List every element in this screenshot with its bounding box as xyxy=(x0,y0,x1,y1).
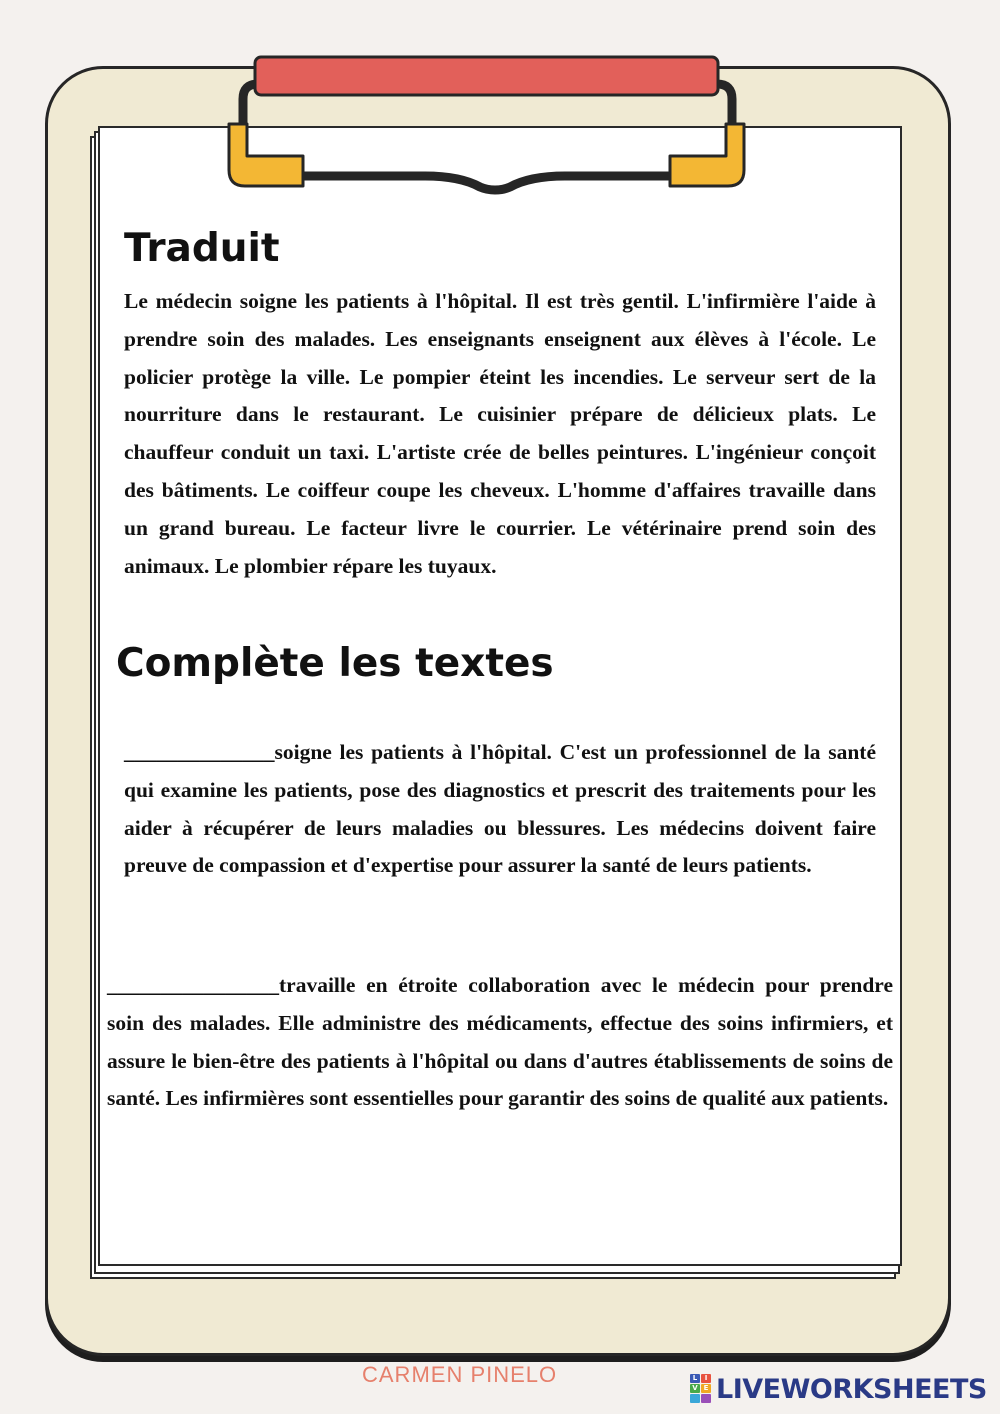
exercise-1-text: soigne les patients à l'hôpital. C'est un professionnel de la santé qui examine les patients, pose des diagnostics et prescrit des traitements pour les aider à récupérer de leurs maladies ou blessures. Les médecins doivent faire preuve de compassion et d'expertise pour assurer la santé de leurs patients. xyxy=(124,740,876,878)
clipboard-clip-icon xyxy=(225,54,750,204)
exercise-1-paragraph xyxy=(124,734,876,885)
liveworksheets-wordmark: LIVEWORKSHEETS xyxy=(716,1373,987,1405)
liveworksheets-logo-icon: L I V E xyxy=(690,1374,712,1404)
liveworksheets-brand xyxy=(690,1372,987,1406)
traduit-paragraph: Le médecin soigne les patients à l'hôpital. Il est très gentil. L'infirmière l'aide à prendre soin des malades. Les enseignants enseignent aux élèves à l'école. Le policier protège la ville. Le pompier éteint les incendies. Le serveur sert de la nourriture dans le restaurant. Le cuisinier prépare de délicieux plats. Le chauffeur conduit un taxi. L'artiste crée de belles peintures. L'ingénieur conçoit des bâtiments. Le coiffeur coupe les cheveux. L'homme d'affaires travaille dans un grand bureau. Le facteur livre le courrier. Le vétérinaire prend soin des animaux. Le plombier répare les tuyaux. xyxy=(124,289,876,578)
exercise-2-paragraph xyxy=(107,967,893,1118)
author-name: CARMEN PINELO xyxy=(362,1362,558,1387)
section-title-traduit: Traduit xyxy=(124,226,280,271)
section-title-complete: Complète les textes xyxy=(116,641,554,686)
exercise-2-blank[interactable]: ________________ xyxy=(107,973,279,997)
exercise-2-text: travaille en étroite collaboration avec le médecin pour prendre soin des malades. Elle administre des médicaments, effectue des soins infirmiers, et assure le bien-être des patients à l'hôpital ou dans d'autres établissements de soins de santé. Les infirmières sont essentielles pour garantir des soins de qualité aux patients. xyxy=(107,973,893,1111)
exercise-1-blank[interactable]: ______________ xyxy=(124,740,275,764)
